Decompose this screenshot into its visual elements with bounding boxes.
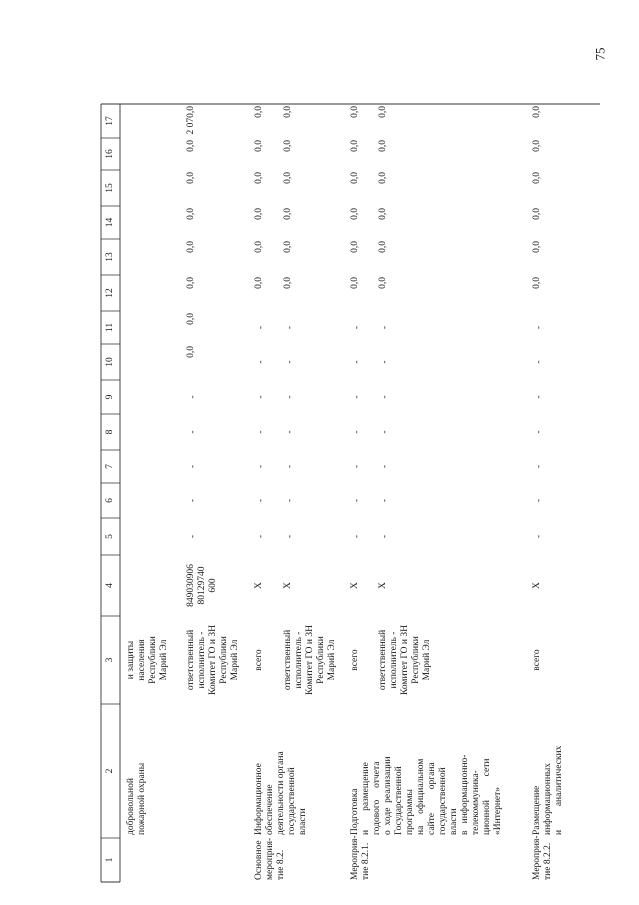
row-r5-c14-text: 0,0 [350,208,360,220]
row-r4-c8-text: - [285,430,295,434]
row-r7-c14-text: 0,0 [532,208,542,220]
header-col-10-text: 10 [105,357,115,367]
row-r3-c9-text: - [256,395,266,399]
row-r3-c11-text: - [256,325,266,330]
row-r5-c9-text: - [352,395,362,399]
row-r4-c11-text: - [285,325,295,330]
row-r6-c16-text: 0,0 [378,140,388,152]
row-r3-col2-text: Информационное обеспечение деятельности органа государственной власти [254,751,308,835]
header-col-1-text: 1 [105,857,115,863]
row-r3-c12-text: 0,0 [254,277,264,289]
row-r2-c10-text: 0,0 [186,346,196,358]
row-r6-c13-text: 0,0 [378,241,388,253]
row-r2-c9-text: - [188,395,198,399]
row-r3-c5-text: - [256,534,266,539]
row-r5-c7-text: - [352,464,362,469]
row-r4-c13-text: 0,0 [283,241,293,253]
header-col-17-text: 17 [105,116,115,126]
row-r7-c8-text: - [534,430,544,434]
row-r5-col2-text: Подготовка и размещение годового отчета о ходе реализации Государственной программы на официальном сайте органа государственной власти в информационно- телекоммуника- ционной сети «Интернет» [350,754,503,835]
row-r6-c12-text: 0,0 [378,277,388,289]
row-r6-c11-text: - [380,325,390,330]
header-col-16-text: 16 [105,149,115,159]
row-r5-c16-text: 0,0 [350,140,360,152]
row-r7-c9-text: - [534,395,544,399]
header-col-8-text: 8 [105,429,115,435]
row-r3-c8-text: - [256,430,266,434]
row-r3-c7-text: - [256,464,266,469]
row-r7-col3-text: всего [532,649,542,671]
row-r5-c8-text: - [352,430,362,434]
row-r4-c6-text: - [285,498,295,503]
row-r2-c14-text: 0,0 [186,208,196,220]
row-r7-c6-text: - [534,498,544,503]
row-r6-c15-text: 0,0 [378,172,388,184]
row-r5-c11-text: - [352,325,362,330]
header-col-15-text: 15 [105,183,115,193]
row-r3-col3-text: всего [254,649,264,671]
row-r4-c5-text: - [285,534,295,539]
row-r4-c14-text: 0,0 [283,208,293,220]
row-r5-col4-text: X [350,582,360,589]
row-r7-c5-text: - [534,534,544,539]
row-r1-col3-text: и защиты населения Республики Марий Эл [126,636,169,684]
row-r4-c16-text: 0,0 [283,140,293,152]
row-r5-c15-text: 0,0 [350,172,360,184]
row-r4-c12-text: 0,0 [283,277,293,289]
row-r2-c17-text: 2 070,0 [186,106,196,135]
header-col-11-text: 11 [105,322,115,333]
header-col-2-text: 2 [105,768,115,774]
row-r7-c17-text: 0,0 [532,106,542,118]
row-r6-c14-text: 0,0 [378,208,388,220]
row-r4-c17-text: 0,0 [283,106,293,118]
row-r3-col4-text: X [254,582,264,589]
row-r4-c10-text: - [285,360,295,364]
row-r6-c17-text: 0,0 [378,106,388,118]
row-r4-c9-text: - [285,395,295,399]
row-r5-col3-text: всего [350,649,360,671]
row-r2-c5-text: - [188,534,198,539]
header-col-6-text: 6 [105,498,115,503]
row-r5-col1-text: Мероприя- тие 8.2.1. [350,835,371,880]
row-r2-c7-text: - [188,464,198,469]
row-r2-c16-text: 0,0 [186,140,196,152]
row-r2-c11-text: 0,0 [186,313,196,325]
row-r6-col3-text: ответственный исполнитель - Комитет ГО и ЗН Республики Марий Эл [378,625,432,695]
row-r6-c10-text: - [380,360,390,364]
page-number: 75 [592,47,608,61]
row-r5-c12-text: 0,0 [350,277,360,289]
row-r4-c7-text: - [285,464,295,469]
row-r7-c12-text: 0,0 [532,277,542,289]
row-r6-c8-text: - [380,430,390,434]
row-r2-c6-text: - [188,498,198,503]
row-r3-c17-text: 0,0 [254,106,264,118]
row-r7-c13-text: 0,0 [532,241,542,253]
row-r3-c15-text: 0,0 [254,172,264,184]
row-r6-c5-text: - [380,534,390,539]
row-r3-c13-text: 0,0 [254,241,264,253]
header-col-3-text: 3 [105,657,115,663]
row-r2-c15-text: 0,0 [186,172,196,184]
row-r5-c13-text: 0,0 [350,241,360,253]
header-col-7-text: 7 [105,464,115,469]
row-r4-col4-text: X [283,582,293,589]
row-r5-c17-text: 0,0 [350,106,360,118]
row-r3-c10-text: - [256,360,266,364]
header-col-9-text: 9 [105,394,115,400]
row-r4-c15-text: 0,0 [283,172,293,184]
row-r6-col4-text: X [378,582,388,589]
row-r2-c13-text: 0,0 [186,241,196,253]
row-r3-col1-text: Основное мероприя- тие 8.2. [254,837,286,880]
header-col-13-text: 13 [105,252,115,262]
row-r7-col4-text: X [532,582,542,589]
row-r2-col4-text: 849030906 80129740 600 [186,564,218,607]
row-r4-col3-text: ответственный исполнитель - Комитет ГО и ЗН Республики Марий Эл [283,625,337,695]
row-r6-c6-text: - [380,498,390,503]
row-r5-c5-text: - [352,534,362,539]
row-r7-c15-text: 0,0 [532,172,542,184]
row-r3-c16-text: 0,0 [254,140,264,152]
row-r2-c8-text: - [188,430,198,434]
header-col-14-text: 14 [105,217,115,228]
row-r2-c12-text: 0,0 [186,277,196,289]
row-r7-c10-text: - [534,360,544,364]
row-r3-c14-text: 0,0 [254,208,264,220]
row-r5-c6-text: - [352,498,362,503]
row-r7-c11-text: - [534,325,544,330]
row-r7-col2-text: Размещение информационных и аналитических [532,745,564,835]
row-r3-c6-text: - [256,498,266,503]
header-col-4-text: 4 [105,583,115,588]
row-r7-c16-text: 0,0 [532,140,542,152]
row-r6-c7-text: - [380,464,390,469]
row-r7-col1-text: Мероприя- тие 8.2.2. [532,835,553,880]
header-col-12-text: 12 [105,288,115,298]
row-r7-c7-text: - [534,464,544,469]
header-col-5-text: 5 [105,534,115,539]
row-r2-col3-text: ответственный исполнитель - Комитет ГО и ЗН Республики Марий Эл [186,625,240,695]
row-r6-c9-text: - [380,395,390,399]
row-r5-c10-text: - [352,360,362,364]
row-r1-col2-text: добровольной пожарной охраны [126,762,147,835]
